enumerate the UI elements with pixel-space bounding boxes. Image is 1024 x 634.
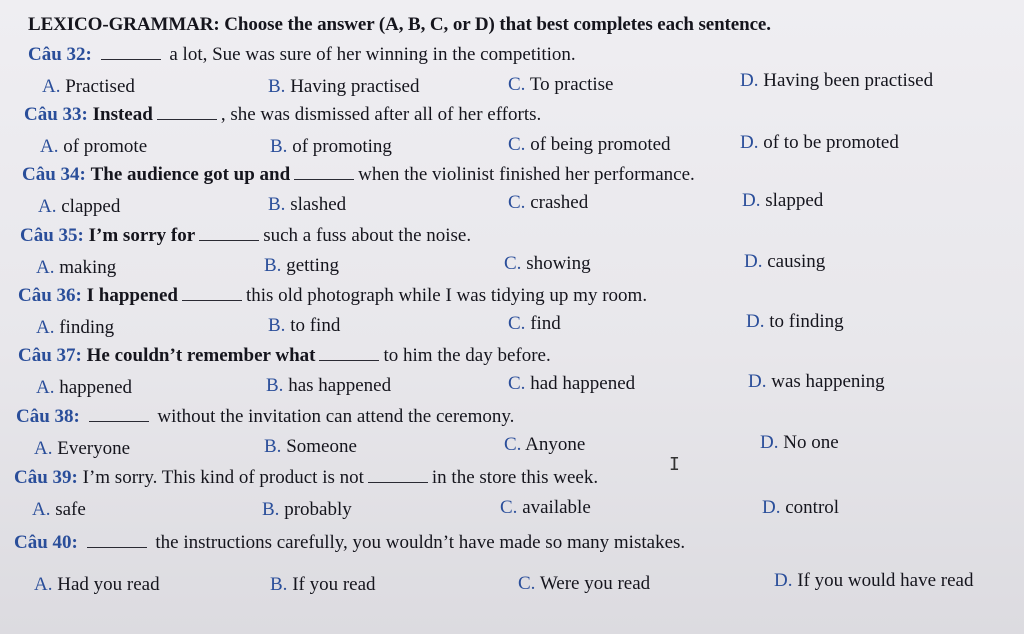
- question-37: [0, 345, 1024, 405]
- question-text-after: , she was dismissed after all of her efforts.: [220, 104, 542, 125]
- question-text-after: the instructions carefully, you wouldn’t have made so many mistakes.: [155, 532, 686, 553]
- option-letter: D.: [740, 132, 759, 153]
- option-c[interactable]: [504, 434, 585, 456]
- question-text-after: a lot, Sue was sure of her winning in the competition.: [169, 44, 576, 65]
- option-letter: C.: [504, 434, 522, 455]
- question-stem: [18, 345, 551, 367]
- option-text: slashed: [290, 194, 347, 215]
- question-text-after: to him the day before.: [383, 345, 551, 366]
- option-letter: B.: [268, 315, 286, 336]
- option-letter: B.: [266, 375, 284, 396]
- option-text: slapped: [765, 190, 824, 211]
- answer-blank: [157, 118, 217, 120]
- option-letter: A.: [32, 499, 51, 520]
- option-letter: C.: [518, 573, 536, 594]
- option-c[interactable]: [500, 497, 591, 519]
- question-number: Câu 33:: [24, 104, 88, 125]
- answer-blank: [87, 546, 147, 548]
- question-33: [0, 104, 1024, 164]
- option-text: of to be promoted: [763, 132, 899, 153]
- question-text-before: I’m sorry for: [88, 225, 196, 246]
- answer-blank: [368, 481, 428, 483]
- option-letter: B.: [264, 255, 282, 276]
- question-number: Câu 35:: [20, 225, 84, 246]
- option-text: causing: [767, 251, 826, 272]
- option-c[interactable]: [518, 573, 650, 595]
- option-letter: A.: [36, 257, 55, 278]
- question-text-after: in the store this week.: [431, 467, 599, 488]
- option-b[interactable]: [268, 76, 419, 98]
- option-c[interactable]: [508, 192, 588, 214]
- option-d[interactable]: [748, 371, 885, 393]
- question-number: Câu 32:: [28, 44, 92, 65]
- option-text: getting: [286, 255, 339, 276]
- question-35: [0, 225, 1024, 285]
- option-text: finding: [59, 317, 115, 338]
- question-text-before: The audience got up and: [90, 164, 291, 185]
- option-text: to find: [290, 315, 341, 336]
- option-a[interactable]: [32, 499, 86, 521]
- option-text: to finding: [769, 311, 844, 332]
- question-text-before: I’m sorry. This kind of product is not: [82, 467, 364, 488]
- option-letter: C.: [504, 253, 522, 274]
- option-d[interactable]: [774, 570, 973, 592]
- option-a[interactable]: [34, 438, 130, 460]
- option-letter: C.: [508, 192, 526, 213]
- question-number: Câu 36:: [18, 285, 82, 306]
- answer-blank: [101, 58, 161, 60]
- option-a[interactable]: [36, 317, 114, 339]
- question-text-before: I happened: [86, 285, 178, 306]
- question-text-after: when the violinist finished her performance.: [358, 164, 695, 185]
- option-letter: D.: [760, 432, 779, 453]
- question-text-after: such a fuss about the noise.: [263, 225, 472, 246]
- option-text: available: [522, 497, 591, 518]
- option-text: Were you read: [539, 573, 651, 594]
- option-text: No one: [783, 432, 839, 453]
- question-stem: [14, 532, 685, 554]
- option-b[interactable]: [266, 375, 391, 397]
- option-text: happened: [59, 377, 133, 398]
- option-text: making: [59, 257, 117, 278]
- question-36: [0, 285, 1024, 345]
- option-text: find: [530, 313, 561, 334]
- option-letter: D.: [744, 251, 763, 272]
- question-text-before: Instead: [92, 104, 153, 125]
- option-letter: B.: [268, 76, 286, 97]
- option-c[interactable]: [508, 134, 671, 156]
- section-title: LEXICO-GRAMMAR: Choose the answer (A, B, C, or D) that best completes each sentence.: [28, 14, 771, 35]
- answer-blank: [294, 178, 354, 180]
- option-b[interactable]: [264, 436, 357, 458]
- option-letter: A.: [36, 377, 55, 398]
- option-letter: A.: [40, 136, 59, 157]
- question-stem: [28, 44, 576, 66]
- option-letter: D.: [762, 497, 781, 518]
- answer-blank: [199, 239, 259, 241]
- option-text: Everyone: [57, 438, 131, 459]
- question-stem: [16, 406, 514, 428]
- option-d[interactable]: [762, 497, 839, 519]
- option-c[interactable]: [504, 253, 591, 275]
- option-b[interactable]: [270, 574, 376, 596]
- option-letter: B.: [264, 436, 282, 457]
- option-letter: B.: [262, 499, 280, 520]
- answer-blank: [89, 420, 149, 422]
- option-text: Having practised: [290, 76, 420, 97]
- option-text: of promoting: [292, 136, 392, 157]
- option-letter: D.: [742, 190, 761, 211]
- option-text: If you would have read: [797, 570, 974, 591]
- option-text: safe: [55, 499, 86, 520]
- option-b[interactable]: [262, 499, 352, 521]
- option-text: had happened: [530, 373, 636, 394]
- question-stem: [24, 104, 541, 126]
- option-d[interactable]: [746, 311, 844, 333]
- option-letter: D.: [746, 311, 765, 332]
- option-a[interactable]: [42, 76, 135, 98]
- option-a[interactable]: [36, 257, 116, 279]
- option-text: showing: [526, 253, 591, 274]
- option-text: Anyone: [525, 434, 586, 455]
- option-d[interactable]: [744, 251, 825, 273]
- question-number: Câu 39:: [14, 467, 78, 488]
- question-stem: [18, 285, 647, 307]
- option-b[interactable]: [264, 255, 339, 277]
- option-a[interactable]: [36, 377, 132, 399]
- question-text-after: this old photograph while I was tidying up my room.: [245, 285, 648, 306]
- option-letter: C.: [508, 74, 526, 95]
- question-text-before: He couldn’t remember what: [86, 345, 316, 366]
- option-text: of promote: [63, 136, 148, 157]
- question-38: [0, 406, 1024, 466]
- option-d[interactable]: [740, 70, 933, 92]
- question-number: Câu 40:: [14, 532, 78, 553]
- option-text: To practise: [529, 74, 614, 95]
- question-40: [0, 532, 1024, 622]
- option-c[interactable]: [508, 74, 613, 96]
- option-letter: D.: [774, 570, 793, 591]
- option-c[interactable]: [508, 313, 561, 335]
- option-letter: A.: [36, 317, 55, 338]
- question-number: Câu 34:: [22, 164, 86, 185]
- option-letter: D.: [740, 70, 759, 91]
- option-text: Someone: [286, 436, 357, 457]
- option-d[interactable]: [740, 132, 899, 154]
- option-letter: A.: [34, 574, 53, 595]
- answer-blank: [319, 359, 379, 361]
- option-text: has happened: [288, 375, 392, 396]
- question-39: [0, 467, 1024, 527]
- option-d[interactable]: [742, 190, 823, 212]
- option-text: clapped: [61, 196, 121, 217]
- option-letter: A.: [38, 196, 57, 217]
- option-d[interactable]: [760, 432, 839, 454]
- option-text: was happening: [771, 371, 885, 392]
- question-number: Câu 37:: [18, 345, 82, 366]
- option-letter: A.: [34, 438, 53, 459]
- option-text: Had you read: [57, 574, 160, 595]
- question-34: [0, 164, 1024, 224]
- option-text: control: [785, 497, 840, 518]
- option-letter: B.: [270, 574, 288, 595]
- question-stem: [20, 225, 471, 247]
- option-letter: D.: [748, 371, 767, 392]
- option-c[interactable]: [508, 373, 635, 395]
- option-b[interactable]: [270, 136, 392, 158]
- question-number: Câu 38:: [16, 406, 80, 427]
- question-stem: [22, 164, 695, 186]
- option-text: Having been practised: [763, 70, 934, 91]
- option-text: of being promoted: [530, 134, 671, 155]
- option-letter: C.: [500, 497, 518, 518]
- option-text: If you read: [292, 574, 376, 595]
- option-letter: B.: [270, 136, 288, 157]
- question-32: [0, 44, 1024, 104]
- option-a[interactable]: [40, 136, 147, 158]
- option-a[interactable]: [34, 574, 160, 596]
- answer-blank: [182, 299, 242, 301]
- option-text: probably: [284, 499, 352, 520]
- option-letter: A.: [42, 76, 61, 97]
- option-text: crashed: [530, 192, 589, 213]
- option-b[interactable]: [268, 194, 346, 216]
- question-stem: [14, 467, 598, 489]
- option-letter: C.: [508, 313, 526, 334]
- option-a[interactable]: [38, 196, 120, 218]
- option-letter: C.: [508, 134, 526, 155]
- option-b[interactable]: [268, 315, 340, 337]
- text-cursor-icon: I: [669, 454, 680, 475]
- option-text: Practised: [65, 76, 135, 97]
- question-text-after: without the invitation can attend the ceremony.: [157, 406, 515, 427]
- option-letter: B.: [268, 194, 286, 215]
- option-letter: C.: [508, 373, 526, 394]
